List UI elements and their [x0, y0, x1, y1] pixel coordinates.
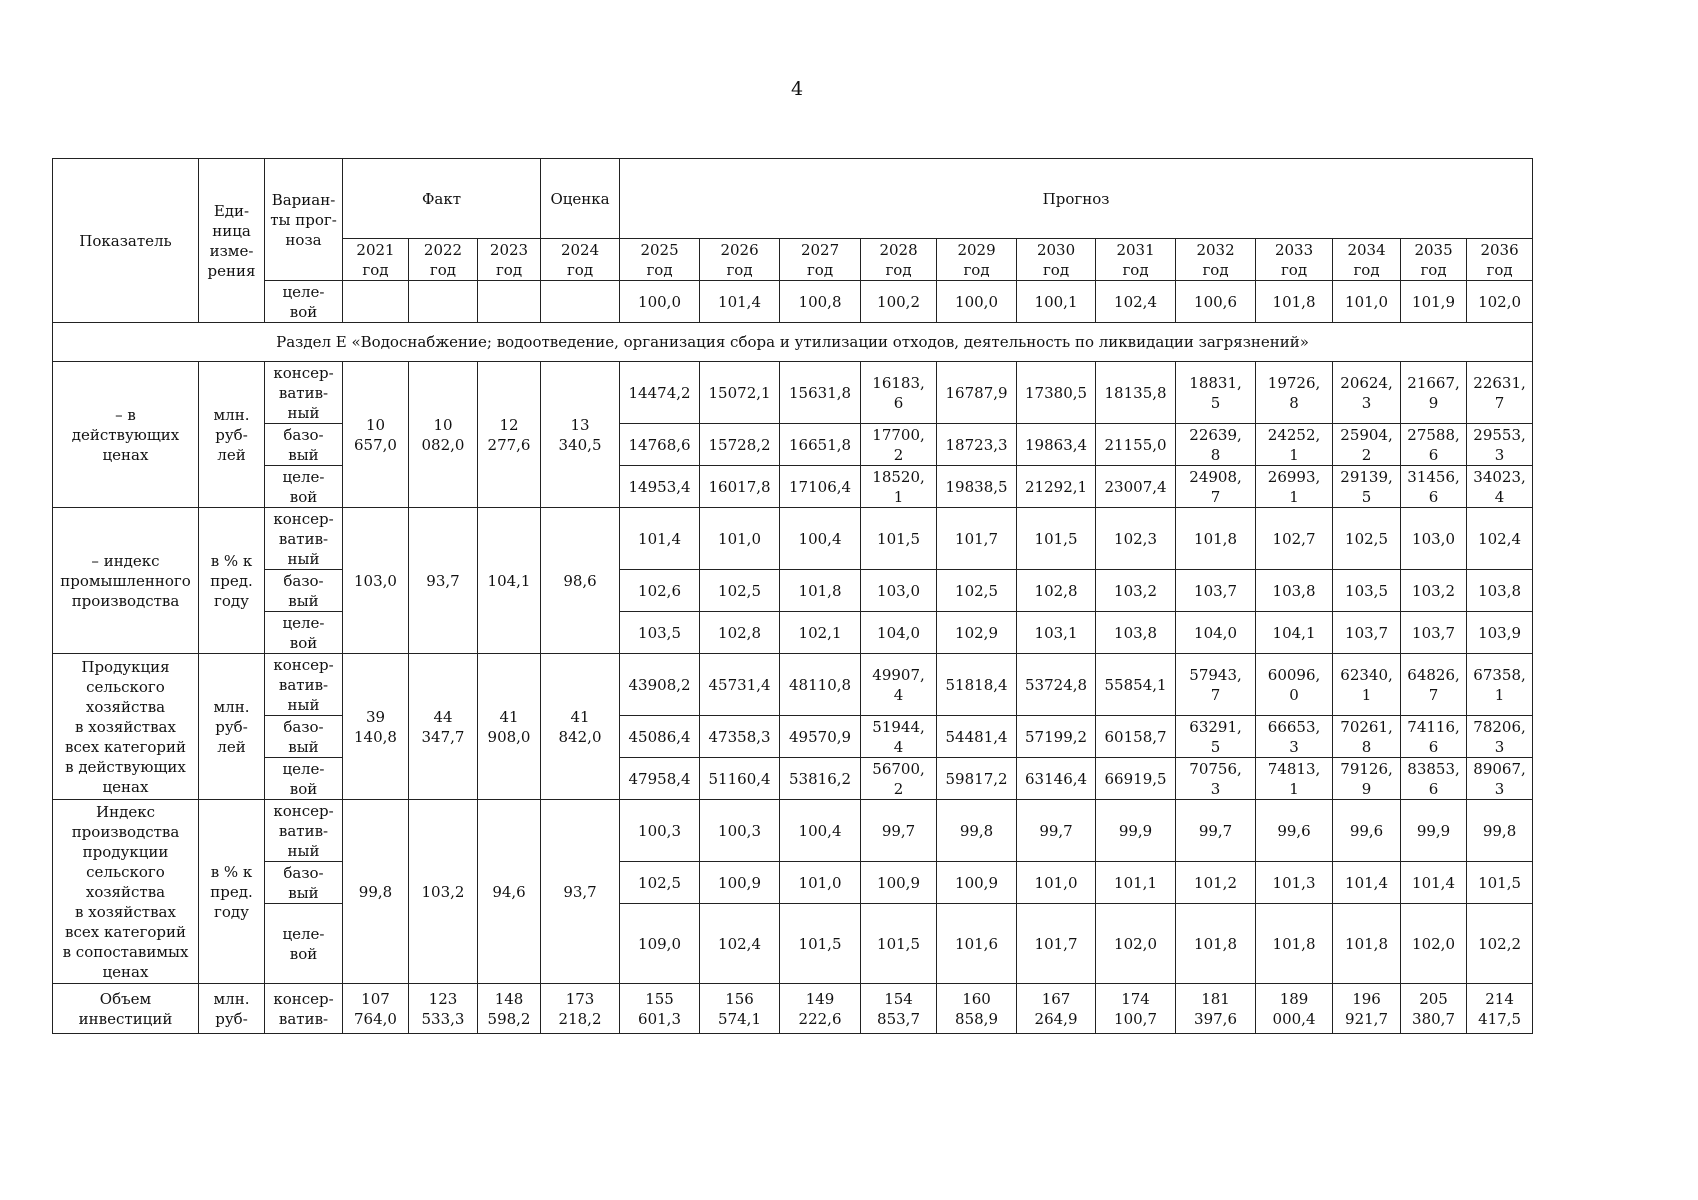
table-row [53, 984, 1533, 1034]
variant-label: консер- ватив- ный [265, 654, 343, 716]
year-header: 2027 год [780, 239, 861, 281]
value-cell: 103,2 [1096, 570, 1176, 612]
fact-value: 103,0 [343, 508, 409, 654]
table-row [53, 570, 1533, 612]
value-cell: 27588, 6 [1401, 424, 1467, 466]
value-cell: 101,7 [1017, 904, 1096, 984]
value-cell: 74116, 6 [1401, 716, 1467, 758]
value-cell: 100,0 [620, 281, 700, 323]
value-cell: 101,9 [1401, 281, 1467, 323]
value-cell: 63146,4 [1017, 758, 1096, 800]
value-cell: 181 397,6 [1176, 984, 1256, 1034]
value-cell: 103,2 [1401, 570, 1467, 612]
value-cell: 29139, 5 [1333, 466, 1401, 508]
header-estimate: Оценка [541, 159, 620, 239]
value-cell: 102,8 [1017, 570, 1096, 612]
variant-label: целе- вой [265, 466, 343, 508]
value-cell: 103,7 [1333, 612, 1401, 654]
value-cell: 102,2 [1467, 904, 1533, 984]
value-cell: 16651,8 [780, 424, 861, 466]
value-cell: 18135,8 [1096, 362, 1176, 424]
fact-value: 93,7 [409, 508, 478, 654]
variant-label: консер- ватив- ный [265, 508, 343, 570]
value-cell: 18831, 5 [1176, 362, 1256, 424]
variant-label: базо- вый [265, 862, 343, 904]
value-cell: 15072,1 [700, 362, 780, 424]
value-cell: 45086,4 [620, 716, 700, 758]
value-cell: 104,0 [1176, 612, 1256, 654]
top-row-empty-cell [343, 281, 409, 323]
fact-value: 94,6 [478, 800, 541, 984]
year-header: 2021 год [343, 239, 409, 281]
value-cell: 196 921,7 [1333, 984, 1401, 1034]
value-cell: 83853, 6 [1401, 758, 1467, 800]
table-row [53, 716, 1533, 758]
indicator-label: Объем инвестиций [53, 984, 199, 1034]
value-cell: 89067, 3 [1467, 758, 1533, 800]
variant-label: консер- ватив- ный [265, 362, 343, 424]
value-cell: 101,8 [1176, 904, 1256, 984]
value-cell: 100,0 [937, 281, 1017, 323]
value-cell: 102,1 [780, 612, 861, 654]
table-row [53, 466, 1533, 508]
value-cell: 101,1 [1096, 862, 1176, 904]
value-cell: 19726, 8 [1256, 362, 1333, 424]
value-cell: 103,0 [1401, 508, 1467, 570]
table-row [53, 654, 1533, 716]
value-cell: 18723,3 [937, 424, 1017, 466]
value-cell: 60158,7 [1096, 716, 1176, 758]
value-cell: 25904, 2 [1333, 424, 1401, 466]
value-cell: 101,7 [937, 508, 1017, 570]
value-cell: 102,4 [1467, 508, 1533, 570]
year-header: 2030 год [1017, 239, 1096, 281]
estimate-value: 41 842,0 [541, 654, 620, 800]
value-cell: 59817,2 [937, 758, 1017, 800]
value-cell: 103,0 [861, 570, 937, 612]
value-cell: 47358,3 [700, 716, 780, 758]
top-row-empty-cell [541, 281, 620, 323]
header-indicator: Показатель [53, 159, 199, 323]
value-cell: 21155,0 [1096, 424, 1176, 466]
value-cell: 18520, 1 [861, 466, 937, 508]
value-cell: 104,0 [861, 612, 937, 654]
value-cell: 20624, 3 [1333, 362, 1401, 424]
fact-value: 10 657,0 [343, 362, 409, 508]
value-cell: 101,8 [780, 570, 861, 612]
top-row-variant: целе- вой [265, 281, 343, 323]
value-cell: 102,0 [1467, 281, 1533, 323]
value-cell: 154 853,7 [861, 984, 937, 1034]
value-cell: 17700, 2 [861, 424, 937, 466]
table-row [53, 508, 1533, 570]
year-header: 2031 год [1096, 239, 1176, 281]
value-cell: 34023, 4 [1467, 466, 1533, 508]
value-cell: 17380,5 [1017, 362, 1096, 424]
value-cell: 102,5 [1333, 508, 1401, 570]
value-cell: 101,5 [861, 904, 937, 984]
unit-label: млн. руб- [199, 984, 265, 1034]
value-cell: 102,5 [700, 570, 780, 612]
value-cell: 214 417,5 [1467, 984, 1533, 1034]
value-cell: 101,0 [1017, 862, 1096, 904]
value-cell: 29553, 3 [1467, 424, 1533, 466]
value-cell: 14768,6 [620, 424, 700, 466]
year-header: 2025 год [620, 239, 700, 281]
value-cell: 16787,9 [937, 362, 1017, 424]
value-cell: 109,0 [620, 904, 700, 984]
value-cell: 103,8 [1096, 612, 1176, 654]
value-cell: 104,1 [1256, 612, 1333, 654]
value-cell: 56700, 2 [861, 758, 937, 800]
value-cell: 62340, 1 [1333, 654, 1401, 716]
value-cell: 53724,8 [1017, 654, 1096, 716]
value-cell: 100,4 [780, 800, 861, 862]
value-cell: 19838,5 [937, 466, 1017, 508]
value-cell: 101,4 [1401, 862, 1467, 904]
header-unit: Еди- ница изме- рения [199, 159, 265, 323]
value-cell: 100,9 [700, 862, 780, 904]
value-cell: 99,6 [1256, 800, 1333, 862]
value-cell: 156 574,1 [700, 984, 780, 1034]
value-cell: 101,6 [937, 904, 1017, 984]
year-header: 2023 год [478, 239, 541, 281]
value-cell: 43908,2 [620, 654, 700, 716]
value-cell: 101,5 [1017, 508, 1096, 570]
year-header: 2026 год [700, 239, 780, 281]
value-cell: 67358, 1 [1467, 654, 1533, 716]
value-cell: 49907, 4 [861, 654, 937, 716]
value-cell: 16017,8 [700, 466, 780, 508]
value-cell: 99,8 [1467, 800, 1533, 862]
value-cell: 22631, 7 [1467, 362, 1533, 424]
value-cell: 45731,4 [700, 654, 780, 716]
value-cell: 101,8 [1333, 904, 1401, 984]
value-cell: 79126, 9 [1333, 758, 1401, 800]
variant-label: целе- вой [265, 612, 343, 654]
value-cell: 101,8 [1256, 281, 1333, 323]
value-cell: 55854,1 [1096, 654, 1176, 716]
year-header: 2028 год [861, 239, 937, 281]
value-cell: 103,9 [1467, 612, 1533, 654]
value-cell: 99,7 [1176, 800, 1256, 862]
value-cell: 23007,4 [1096, 466, 1176, 508]
value-cell: 101,2 [1176, 862, 1256, 904]
top-row-empty-cell [409, 281, 478, 323]
value-cell: 101,4 [620, 508, 700, 570]
indicator-label: – индекс промышленного производства [53, 508, 199, 654]
estimate-value: 98,6 [541, 508, 620, 654]
value-cell: 21667, 9 [1401, 362, 1467, 424]
value-cell: 99,6 [1333, 800, 1401, 862]
year-header: 2024 год [541, 239, 620, 281]
value-cell: 102,3 [1096, 508, 1176, 570]
value-cell: 155 601,3 [620, 984, 700, 1034]
section-title: Раздел Е «Водоснабжение; водоотведение, организация сбора и утилизации отходов, деятельность по ликвидации загрязнений» [53, 323, 1533, 362]
year-header: 2033 год [1256, 239, 1333, 281]
variant-label: базо- вый [265, 424, 343, 466]
value-cell: 15631,8 [780, 362, 861, 424]
year-header: 2035 год [1401, 239, 1467, 281]
year-header: 2022 год [409, 239, 478, 281]
value-cell: 66653, 3 [1256, 716, 1333, 758]
variant-label: базо- вый [265, 716, 343, 758]
value-cell: 64826, 7 [1401, 654, 1467, 716]
value-cell: 15728,2 [700, 424, 780, 466]
value-cell: 102,0 [1096, 904, 1176, 984]
value-cell: 100,3 [620, 800, 700, 862]
table-row [53, 904, 1533, 984]
variant-label: консер- ватив- ный [265, 800, 343, 862]
table-row [53, 758, 1533, 800]
value-cell: 51160,4 [700, 758, 780, 800]
indicator-label: Продукция сельского хозяйства в хозяйствах всех категорий в действующих ценах [53, 654, 199, 800]
value-cell: 174 100,7 [1096, 984, 1176, 1034]
value-cell: 47958,4 [620, 758, 700, 800]
value-cell: 103,7 [1176, 570, 1256, 612]
unit-label: в % к пред. году [199, 800, 265, 984]
value-cell: 51818,4 [937, 654, 1017, 716]
value-cell: 31456, 6 [1401, 466, 1467, 508]
value-cell: 74813, 1 [1256, 758, 1333, 800]
value-cell: 101,0 [1333, 281, 1401, 323]
value-cell: 78206, 3 [1467, 716, 1533, 758]
value-cell: 101,8 [1256, 904, 1333, 984]
value-cell: 63291, 5 [1176, 716, 1256, 758]
value-cell: 103,5 [1333, 570, 1401, 612]
fact-value: 123 533,3 [409, 984, 478, 1034]
value-cell: 101,5 [780, 904, 861, 984]
value-cell: 24252, 1 [1256, 424, 1333, 466]
value-cell: 101,5 [861, 508, 937, 570]
value-cell: 70756, 3 [1176, 758, 1256, 800]
value-cell: 100,8 [780, 281, 861, 323]
value-cell: 103,7 [1401, 612, 1467, 654]
fact-value: 12 277,6 [478, 362, 541, 508]
value-cell: 102,7 [1256, 508, 1333, 570]
value-cell: 102,5 [937, 570, 1017, 612]
value-cell: 101,0 [700, 508, 780, 570]
table-row [53, 612, 1533, 654]
value-cell: 19863,4 [1017, 424, 1096, 466]
table-row [53, 362, 1533, 424]
year-header: 2034 год [1333, 239, 1401, 281]
value-cell: 101,5 [1467, 862, 1533, 904]
indicator-label: Индекс производства продукции сельского хозяйства в хозяйствах всех категорий в сопоставимых ценах [53, 800, 199, 984]
fact-value: 41 908,0 [478, 654, 541, 800]
value-cell: 26993, 1 [1256, 466, 1333, 508]
value-cell: 99,8 [937, 800, 1017, 862]
value-cell: 21292,1 [1017, 466, 1096, 508]
value-cell: 16183, 6 [861, 362, 937, 424]
value-cell: 101,4 [700, 281, 780, 323]
variant-label: базо- вый [265, 570, 343, 612]
unit-label: млн. руб- лей [199, 362, 265, 508]
value-cell: 66919,5 [1096, 758, 1176, 800]
value-cell: 101,8 [1176, 508, 1256, 570]
value-cell: 102,5 [620, 862, 700, 904]
fact-value: 39 140,8 [343, 654, 409, 800]
header-forecast: Прогноз [620, 159, 1533, 239]
value-cell: 167 264,9 [1017, 984, 1096, 1034]
value-cell: 101,3 [1256, 862, 1333, 904]
value-cell: 102,4 [1096, 281, 1176, 323]
value-cell: 99,9 [1401, 800, 1467, 862]
value-cell: 48110,8 [780, 654, 861, 716]
value-cell: 103,8 [1256, 570, 1333, 612]
value-cell: 205 380,7 [1401, 984, 1467, 1034]
variant-label: консер- ватив- [265, 984, 343, 1034]
fact-value: 44 347,7 [409, 654, 478, 800]
value-cell: 160 858,9 [937, 984, 1017, 1034]
value-cell: 101,4 [1333, 862, 1401, 904]
fact-value: 10 082,0 [409, 362, 478, 508]
value-cell: 51944, 4 [861, 716, 937, 758]
value-cell: 103,8 [1467, 570, 1533, 612]
value-cell: 60096, 0 [1256, 654, 1333, 716]
value-cell: 14953,4 [620, 466, 700, 508]
table-row [53, 424, 1533, 466]
fact-value: 148 598,2 [478, 984, 541, 1034]
header-variant: Вариан- ты прог- ноза [265, 159, 343, 281]
value-cell: 100,3 [700, 800, 780, 862]
value-cell: 102,9 [937, 612, 1017, 654]
year-header: 2036 год [1467, 239, 1533, 281]
value-cell: 54481,4 [937, 716, 1017, 758]
fact-value: 103,2 [409, 800, 478, 984]
value-cell: 102,6 [620, 570, 700, 612]
fact-value: 99,8 [343, 800, 409, 984]
year-header: 2029 год [937, 239, 1017, 281]
unit-label: в % к пред. году [199, 508, 265, 654]
value-cell: 100,4 [780, 508, 861, 570]
value-cell: 99,7 [1017, 800, 1096, 862]
estimate-value: 173 218,2 [541, 984, 620, 1034]
fact-value: 104,1 [478, 508, 541, 654]
value-cell: 103,1 [1017, 612, 1096, 654]
estimate-value: 13 340,5 [541, 362, 620, 508]
value-cell: 101,0 [780, 862, 861, 904]
value-cell: 103,5 [620, 612, 700, 654]
value-cell: 99,7 [861, 800, 937, 862]
value-cell: 57943, 7 [1176, 654, 1256, 716]
value-cell: 22639, 8 [1176, 424, 1256, 466]
estimate-value: 93,7 [541, 800, 620, 984]
value-cell: 102,0 [1401, 904, 1467, 984]
top-row-empty-cell [478, 281, 541, 323]
forecast-table [52, 158, 1533, 1034]
variant-label: целе- вой [265, 758, 343, 800]
value-cell: 102,8 [700, 612, 780, 654]
value-cell: 57199,2 [1017, 716, 1096, 758]
table-row [53, 800, 1533, 862]
value-cell: 100,9 [861, 862, 937, 904]
value-cell: 14474,2 [620, 362, 700, 424]
value-cell: 189 000,4 [1256, 984, 1333, 1034]
variant-label: целе- вой [265, 904, 343, 984]
value-cell: 99,9 [1096, 800, 1176, 862]
value-cell: 149 222,6 [780, 984, 861, 1034]
value-cell: 100,9 [937, 862, 1017, 904]
value-cell: 100,2 [861, 281, 937, 323]
value-cell: 102,4 [700, 904, 780, 984]
indicator-label: – в действующих ценах [53, 362, 199, 508]
header-fact: Факт [343, 159, 541, 239]
value-cell: 24908, 7 [1176, 466, 1256, 508]
value-cell: 17106,4 [780, 466, 861, 508]
value-cell: 100,6 [1176, 281, 1256, 323]
page-number: 4 [790, 78, 804, 100]
value-cell: 53816,2 [780, 758, 861, 800]
value-cell: 100,1 [1017, 281, 1096, 323]
unit-label: млн. руб- лей [199, 654, 265, 800]
value-cell: 70261, 8 [1333, 716, 1401, 758]
value-cell: 49570,9 [780, 716, 861, 758]
year-header: 2032 год [1176, 239, 1256, 281]
table-row [53, 862, 1533, 904]
fact-value: 107 764,0 [343, 984, 409, 1034]
